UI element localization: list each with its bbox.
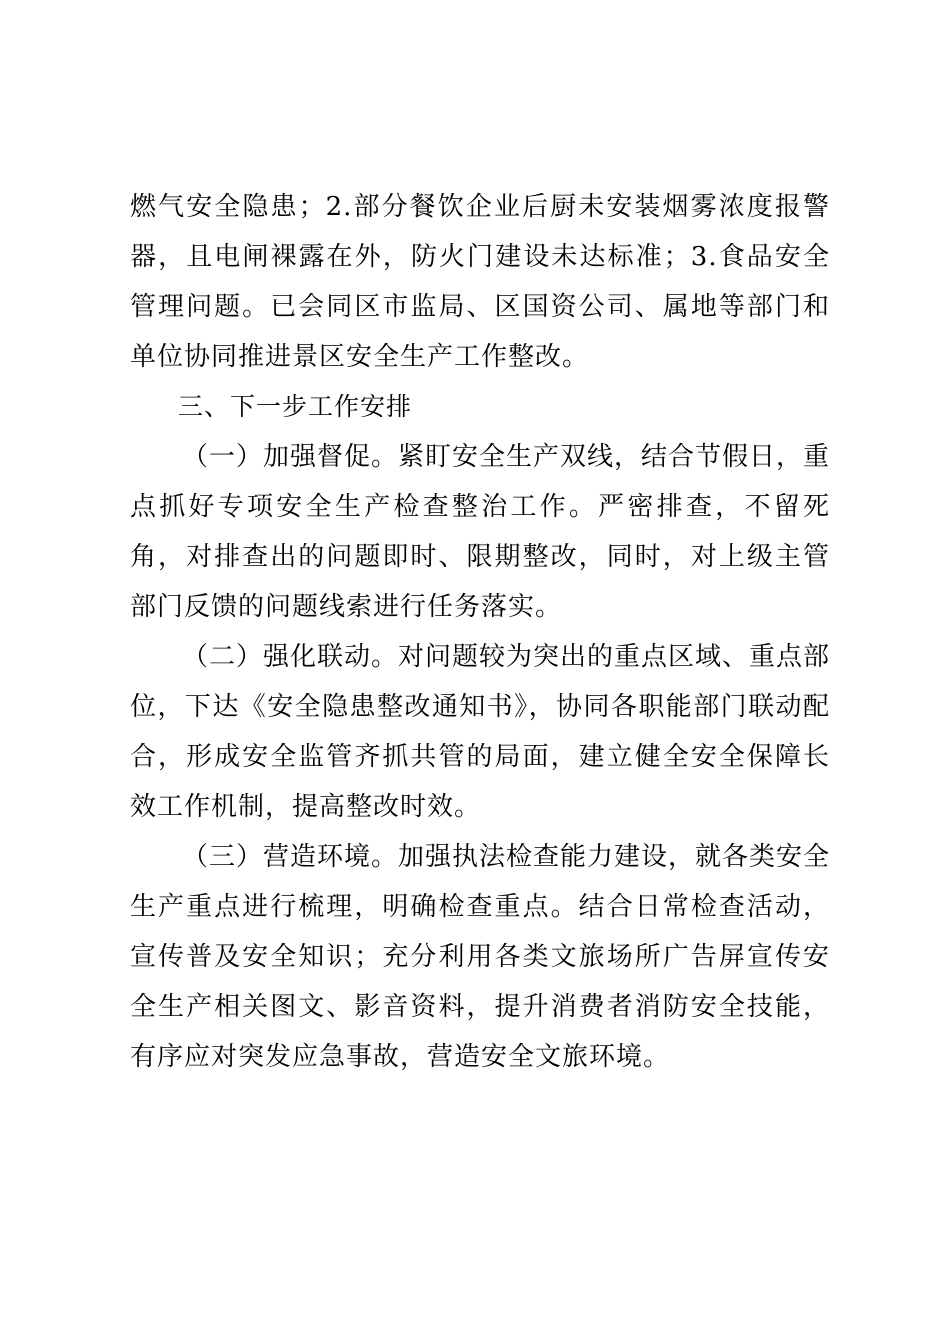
document-body (130, 182, 830, 1082)
paragraph-strengthen-supervision: （一）加强督促。紧盯安全生产双线，结合节假日，重点抓好专项安全生产检查整治工作。严密排查，不留死角，对排查出的问题即时、限期整改，同时，对上级主管部门反馈的问题线索进行任务落实。 (130, 442, 831, 622)
paragraph-strengthen-linkage: （二）强化联动。对问题较为突出的重点区域、重点部位，下达《安全隐患整改通知书》，协同各职能部门联动配合，形成安全监管齐抓共管的局面，建立健全安全保障长效工作机制，提高整改时效。 (130, 642, 831, 822)
paragraph-continuation: 燃气安全隐患；2.部分餐饮企业后厨未安装烟雾浓度报警器，且电闸裸露在外，防火门建设未达标准；3.食品安全管理问题。已会同区市监局、区国资公司、属地等部门和单位协同推进景区安全生产工作整改。 (130, 192, 830, 372)
paragraph-create-environment: （三）营造环境。加强执法检查能力建设，就各类安全生产重点进行梳理，明确检查重点。结合日常检查活动，宣传普及安全知识；充分利用各类文旅场所广告屏宣传安全生产相关图文、影音资料，提升消费者消防安全技能，有序应对突发应急事故，营造安全文旅环境。 (130, 842, 831, 1072)
section-heading: 三、下一步工作安排 (178, 392, 413, 421)
